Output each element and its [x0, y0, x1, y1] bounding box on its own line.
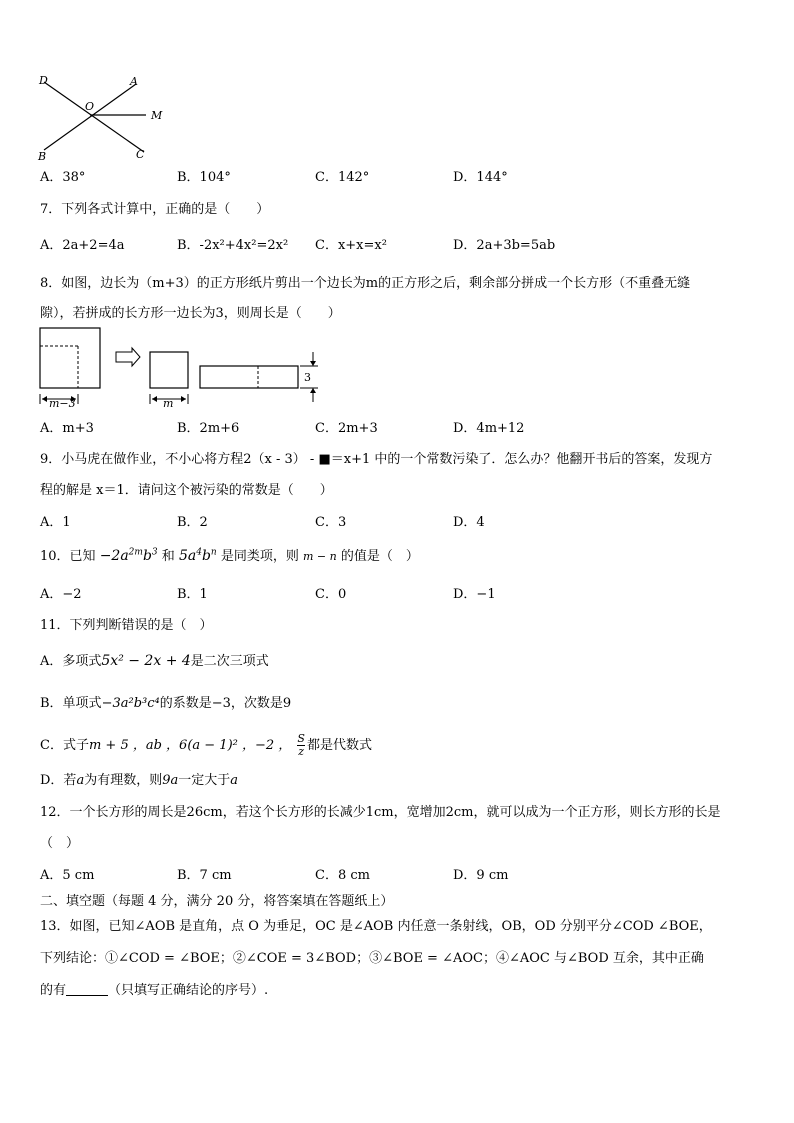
q10-term2: $5a^4b^n$ — [178, 547, 217, 564]
q7-option-b: B．-2x²+4x²=2x² — [177, 238, 289, 253]
q10-term1: $-2a^{2m}b^3$ — [99, 547, 158, 564]
q6-option-c: C．142° — [315, 170, 370, 185]
q13-stem-line3: 的有 （只填写正确结论的序号）. — [40, 983, 269, 998]
q12-stem-line1: 12．一个长方形的周长是26cm，若这个长方形的长减少1cm，宽增加2cm，就可以成为一个正方形，则长方形的长是 — [40, 805, 721, 820]
section-heading-fill-in: 二、填空题（每题 4 分，满分 20 分，将答案填在答题纸上） — [40, 894, 394, 909]
q9-option-d: D．4 — [453, 515, 485, 530]
q11-option-d: D．若a为有理数，则9a一定大于a — [40, 773, 239, 788]
q10-option-b: B．1 — [177, 587, 208, 602]
label-d: D — [39, 74, 48, 87]
q9-option-c: C．3 — [315, 515, 347, 530]
q8-option-d: D．4m+12 — [453, 421, 525, 436]
q9-option-b: B．2 — [177, 515, 208, 530]
fraction-s-over-z: $\frac{S}{z}$ — [297, 732, 305, 758]
q8-option-c: C．2m+3 — [315, 421, 378, 436]
q12-option-b: B．7 cm — [177, 868, 232, 883]
angle-figure — [34, 72, 174, 164]
label-m-minus-3: m−3 — [49, 397, 76, 410]
q8-stem-line1: 8．如图，边长为（m+3）的正方形纸片剪出一个边长为m的正方形之后，剩余部分拼成一个长方形（不重叠无缝 — [40, 276, 691, 291]
q12-stem-line2: （ ） — [40, 836, 80, 851]
squares-figure — [36, 324, 356, 412]
q8-stem-line2: 隙），若拼成的长方形一边长为3，则周长是（ ） — [40, 306, 341, 321]
label-o: O — [85, 100, 95, 113]
label-b: B — [38, 150, 47, 163]
q9-option-a: A．1 — [40, 515, 71, 530]
answer-blank[interactable] — [66, 983, 108, 996]
q10-stem-part1: 10．已知 — [40, 549, 96, 564]
q10-stem-part2: 和 — [161, 549, 175, 564]
label-3: 3 — [304, 371, 311, 384]
label-a: A — [130, 75, 138, 88]
q7-option-d: D．2a+3b=5ab — [453, 238, 556, 253]
q12-option-a: A．5 cm — [40, 868, 95, 883]
q10-option-c: C．0 — [315, 587, 347, 602]
q10-stem-part3: 是同类项，则 — [220, 549, 299, 564]
q10-stem — [40, 545, 419, 564]
q10-stem-part4: 的值是（ ） — [340, 549, 419, 564]
q6-option-d: D．144° — [453, 170, 508, 185]
q8-option-b: B．2m+6 — [177, 421, 240, 436]
q10-expression: m − n — [303, 550, 337, 563]
q6-option-b: B．104° — [177, 170, 231, 185]
q11-option-b: B．单项式−3a²b³c⁴的系数是−3，次数是9 — [40, 696, 292, 711]
label-m: m — [163, 397, 174, 410]
q7-option-c: C．x+x=x² — [315, 238, 387, 253]
q10-option-a: A．−2 — [40, 587, 82, 602]
q13-stem-line2: 下列结论：①∠COD = ∠BOE；②∠COE = 3∠BOD；③∠BOE = ∠AOC；④∠AOC 与∠BOD 互余，其中正确 — [40, 951, 704, 966]
q7-stem: 7．下列各式计算中，正确的是（ ） — [40, 202, 270, 217]
label-c: C — [136, 148, 145, 161]
q13-stem-line1: 13．如图，已知∠AOB 是直角，点 O 为垂足，OC 是∠AOB 内任意一条射线，OB，OD 分别平分∠COD ∠BOE， — [40, 919, 712, 934]
q9-stem-line2: 程的解是 x＝1．请问这个被污染的常数是（ ） — [40, 483, 333, 498]
q8-option-a: A．m+3 — [40, 421, 94, 436]
q11-option-c: C．式子m + 5 ，ab ，6(a − 1)² ，−2 ， $\frac{S}{z}$ 都是代数式 — [40, 732, 372, 758]
q12-option-d: D．9 cm — [453, 868, 509, 883]
q10-option-d: D．−1 — [453, 587, 496, 602]
label-m: M — [151, 109, 163, 122]
q7-option-a: A．2a+2=4a — [40, 238, 125, 253]
q9-stem-line1: 9．小马虎在做作业，不小心将方程2（x - 3） - ■＝x+1 中的一个常数污染了．怎么办？他翻开书后的答案，发现方 — [40, 452, 713, 467]
q6-option-a: A．38° — [40, 170, 86, 185]
q12-option-c: C．8 cm — [315, 868, 370, 883]
q11-stem: 11．下列判断错误的是（ ） — [40, 618, 213, 633]
q11-option-a: A．多项式5x² − 2x + 4是二次三项式 — [40, 653, 269, 669]
